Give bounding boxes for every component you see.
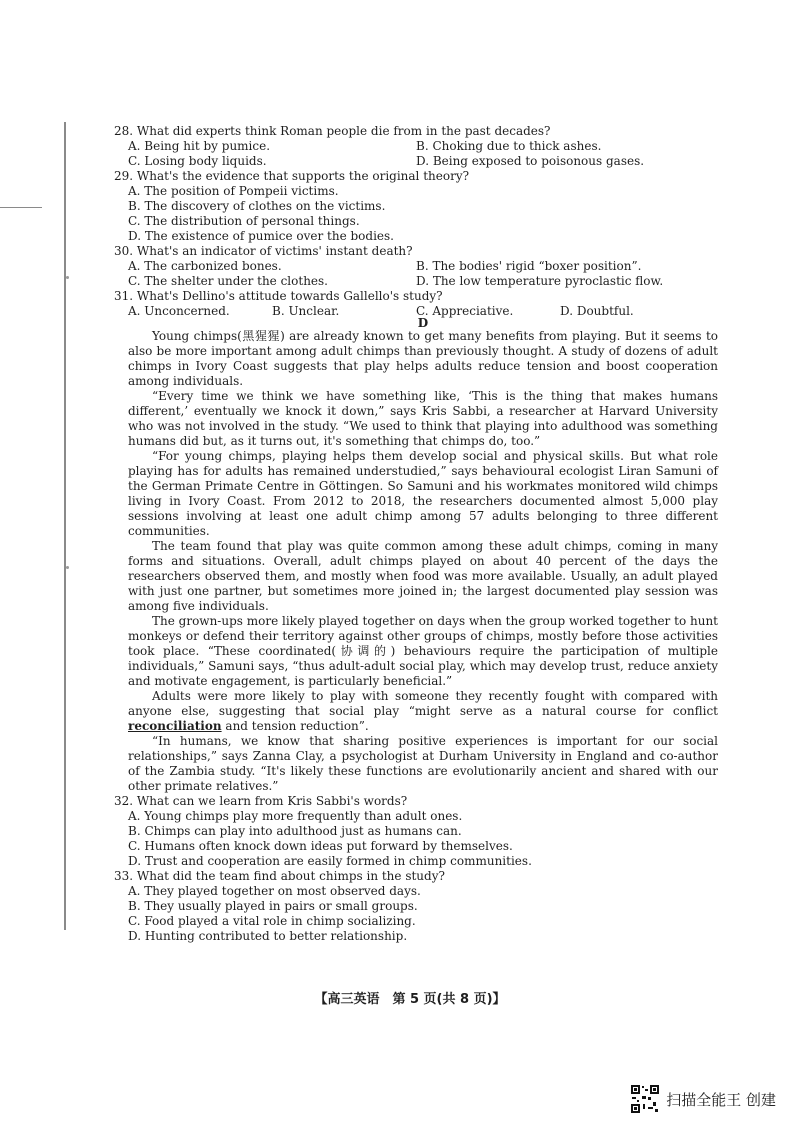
option-d: D. Being exposed to poisonous gases. bbox=[416, 154, 645, 168]
option-b: B. Chimps can play into adulthood just as humans can. bbox=[128, 824, 462, 838]
binding-margin-tick bbox=[0, 207, 42, 208]
option-d: D. Doubtful. bbox=[560, 304, 634, 318]
passage-paragraph: The grown-ups more likely played together on days when the group worked together to hunt monkeys or defend their territory against other groups of chimps, mostly before those activities took place. “These coordinated(协调的) behaviours require the participation of multiple individuals,” Samuni says, “thus adult-adult social play, which may develop trust, reduce anxiety and motivate engagement, is particularly beneficial.” bbox=[128, 614, 718, 688]
option-c: C. The shelter under the clothes. bbox=[128, 274, 328, 288]
passage-paragraph: “In humans, we know that sharing positive experiences is important for our social relationships,” says Zanna Clay, a psychologist at Durham University in England and co-author of the Zambia study. “It's likely these functions are evolutionarily ancient and shared with our other primate relatives.” bbox=[128, 734, 718, 793]
passage-paragraph: Young chimps(黑猩猩) are already known to get many benefits from playing. But it seems to also be more important among adult chimps than previously thought. A study of dozens of adult chimps in Ivory Coast suggests that play helps adults reduce tension and boost cooperation among individuals. bbox=[128, 329, 718, 388]
option-d: D. Trust and cooperation are easily formed in chimp communities. bbox=[128, 854, 532, 868]
qr-code-icon bbox=[630, 1084, 660, 1114]
option-a: A. The position of Pompeii victims. bbox=[128, 184, 339, 198]
option-a: A. Being hit by pumice. bbox=[128, 139, 271, 153]
option-d: D. Hunting contributed to better relationship. bbox=[128, 929, 408, 943]
question-31 bbox=[114, 289, 718, 319]
option-b: B. They usually played in pairs or small groups. bbox=[128, 899, 418, 913]
question-stem: 28. What did experts think Roman people die from in the past decades? bbox=[114, 124, 551, 138]
option-a: A. The carbonized bones. bbox=[128, 259, 282, 273]
passage-paragraph: The team found that play was quite common among these adult chimps, coming in many forms and situations. Overall, adult chimps played on about 40 percent of the days the researchers observed them, and mostly when food was more available. Usually, an adult played with just one partner, but sometimes more joined in; the largest documented play session was among five individuals. bbox=[128, 539, 718, 613]
question-stem: 33. What did the team find about chimps in the study? bbox=[114, 869, 445, 883]
option-c: C. Humans often knock down ideas put forward by themselves. bbox=[128, 839, 513, 853]
option-a: A. They played together on most observed days. bbox=[128, 884, 421, 898]
exam-page bbox=[114, 124, 718, 944]
option-c: C. Losing body liquids. bbox=[128, 154, 267, 168]
section-title: D bbox=[417, 316, 429, 330]
option-c: C. Food played a vital role in chimp socializing. bbox=[128, 914, 416, 928]
passage-paragraph: “Every time we think we have something like, ‘This is the thing that makes humans different,’ eventually we knock it down,” says Kris Sabbi, a researcher at Harvard University who was not involved in the study. “We used to think that playing into adulthood was something humans did but, as it turns out, it's something that chimps do, too.” bbox=[128, 389, 718, 448]
option-a: A. Unconcerned. bbox=[128, 304, 230, 318]
option-d: D. The low temperature pyroclastic flow. bbox=[416, 274, 664, 288]
option-a: A. Young chimps play more frequently than adult ones. bbox=[128, 809, 463, 823]
scan-dot bbox=[66, 276, 69, 279]
question-28 bbox=[114, 124, 718, 169]
question-stem: 30. What's an indicator of victims' instant death? bbox=[114, 244, 413, 258]
question-stem: 31. What's Dellino's attitude towards Gallello's study? bbox=[114, 289, 443, 303]
scanner-watermark bbox=[630, 1084, 776, 1114]
option-c: C. The distribution of personal things. bbox=[128, 214, 360, 228]
watermark-label: 扫描全能王 创建 bbox=[666, 1090, 776, 1109]
binding-margin-line bbox=[64, 122, 66, 930]
highlighted-word: reconciliation bbox=[128, 719, 222, 733]
question-stem: 32. What can we learn from Kris Sabbi's words? bbox=[114, 794, 408, 808]
passage-paragraph: “For young chimps, playing helps them develop social and physical skills. But what role playing has for adults has remained understudied,” says behavioural ecologist Liran Samuni of the German Primate Centre in Göttingen. So Samuni and his workmates monitored wild chimps living in Ivory Coast. From 2012 to 2018, the researchers documented almost 5,000 play sessions involving at least one adult chimp among 57 adults belonging to three different communities. bbox=[128, 449, 718, 538]
page-footer: 【高三英语 第 5 页(共 8 页)】 bbox=[314, 992, 506, 1007]
option-b: B. Unclear. bbox=[272, 304, 340, 318]
question-33 bbox=[114, 869, 718, 944]
question-32 bbox=[114, 794, 718, 869]
option-d: D. The existence of pumice over the bodies. bbox=[128, 229, 394, 243]
scan-dot bbox=[66, 566, 69, 569]
question-30 bbox=[114, 244, 718, 289]
option-b: B. The bodies' rigid “boxer position”. bbox=[416, 259, 642, 273]
option-b: B. The discovery of clothes on the victims. bbox=[128, 199, 386, 213]
option-b: B. Choking due to thick ashes. bbox=[416, 139, 602, 153]
passage-paragraph: Adults were more likely to play with someone they recently fought with compared with anyone else, suggesting that social play “might serve as a natural course for conflict reconciliation and tension reduction”. bbox=[128, 689, 718, 733]
option-c: C. Appreciative. bbox=[416, 304, 514, 318]
question-stem: 29. What's the evidence that supports the original theory? bbox=[114, 169, 470, 183]
question-29 bbox=[114, 169, 718, 244]
